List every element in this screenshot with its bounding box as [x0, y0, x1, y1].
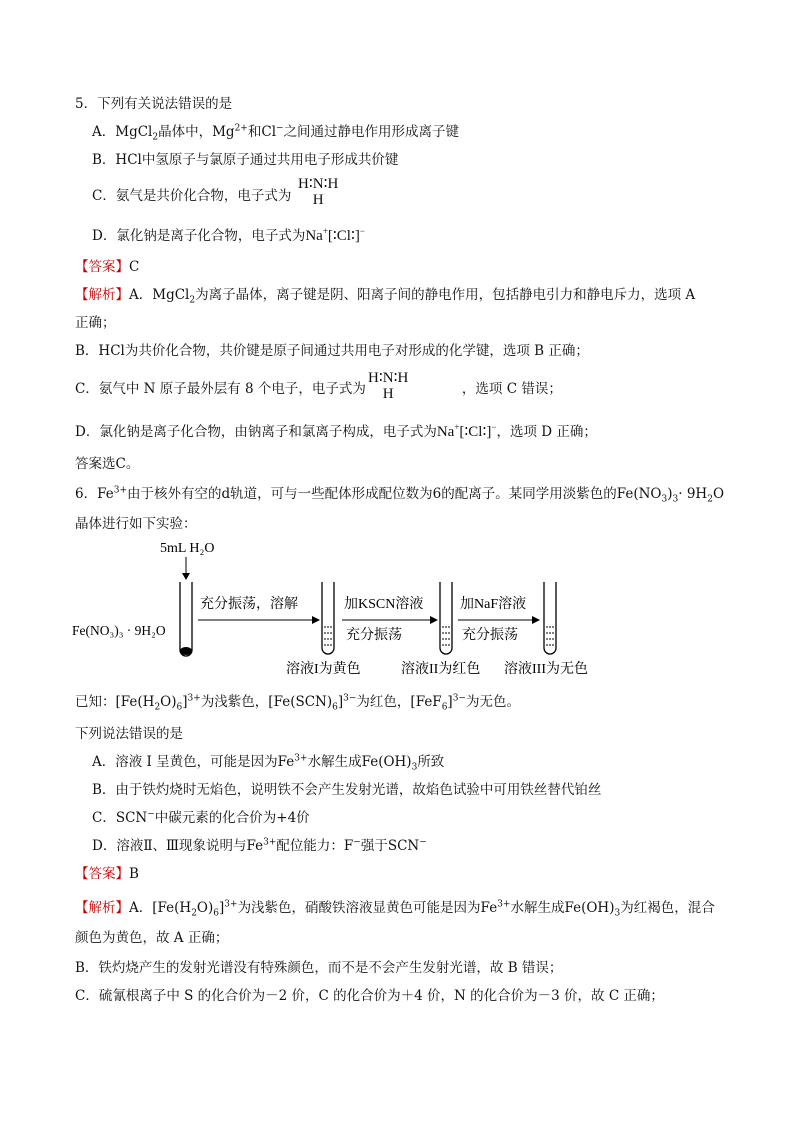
known-part: ]	[447, 694, 453, 710]
q5-option-b: B．HCl中氢原子与氯原子通过共用电子形成共价键	[92, 152, 399, 168]
lewis-top: H∶N∶H	[298, 176, 339, 192]
q6-d-post: 强于SCN	[360, 838, 420, 854]
answer-label: 【答案】	[75, 259, 129, 275]
q5-analysis-c-lewis	[368, 370, 408, 402]
known-sup: 3−	[343, 693, 357, 704]
q6-option-c	[92, 808, 310, 828]
cl-charge: −	[491, 422, 497, 432]
step3-top-label: 加NaF溶液	[460, 597, 527, 612]
q5-analysis-a	[75, 285, 695, 305]
cl-charge: −	[359, 226, 365, 236]
q5-c-text: C．氨气是共价化合物，电子式为	[92, 188, 292, 204]
q6-analysis-a	[75, 898, 715, 918]
q6-a-sup: 3+	[294, 753, 308, 764]
q6-stem-sub3: 2	[707, 494, 713, 505]
known-sub: 6	[332, 702, 338, 713]
crystal-solid	[180, 647, 192, 655]
q6-analysis-c: C．硫氰根离子中 S 的化合价为－2 价，C 的化合价为＋4 价，N 的化合价为－3 价，故 C 正确；	[75, 988, 664, 1004]
na-charge: +	[322, 226, 328, 236]
analysis-part: 为红褐色，混合	[620, 900, 715, 916]
q5-answer	[75, 257, 139, 277]
water-label: 5mL H₂O	[160, 541, 215, 556]
q5-d-text: D．氯化钠是离子化合物，电子式为	[92, 228, 306, 244]
known-part: 为无色。	[465, 694, 520, 710]
known-part: O)	[160, 694, 177, 710]
known-sub: 6	[441, 702, 448, 713]
q6-d-pre: D．溶液Ⅱ、Ⅲ现象说明与Fe	[92, 838, 264, 854]
test-tube-2	[440, 582, 452, 654]
na-symbol: Na	[305, 228, 323, 244]
analysis-a-pre: A．MgCl	[129, 287, 190, 303]
q6-option-b: B．由于铁灼烧时无焰色，说明铁不会产生发射光谱，故焰色试验中可用铁丝替代铂丝	[92, 782, 602, 798]
answer-value: C	[129, 259, 140, 275]
solution2-label: 溶液II为红色	[401, 662, 481, 677]
q6-d-sup: 3+	[263, 837, 277, 848]
q6-stem-end2: O	[712, 486, 725, 502]
q5-a-pre: A．MgCl	[92, 124, 153, 140]
q6-stem-sub2: 3	[672, 494, 679, 505]
q6-c-pre: C．SCN	[92, 810, 148, 826]
nacl-lewis	[305, 228, 365, 244]
q6-option-a	[92, 752, 444, 772]
q6-stem-sub: 3	[661, 494, 668, 505]
step3-arrowhead	[532, 616, 540, 624]
cl-symbol: [∶Cl∶]	[459, 424, 492, 440]
q6-d-sup2: −	[353, 837, 361, 848]
analysis-part: ]	[219, 900, 225, 916]
known-part: 为红色，[FeF	[356, 694, 442, 710]
q6-option-d	[92, 836, 427, 856]
lewis-top: H∶N∶H	[368, 370, 409, 386]
lewis-bottom: H	[382, 386, 394, 402]
q6-a-sub: 3	[411, 762, 418, 773]
step1-label: 充分振荡，溶解	[200, 597, 298, 612]
experiment-diagram	[60, 535, 620, 680]
analysis-sub: 3	[614, 908, 621, 919]
q5-a-mid: 晶体中，Mg	[158, 124, 235, 140]
known-part: ]	[182, 694, 188, 710]
q5-option-c	[92, 186, 291, 206]
q5-a-sup2: −	[276, 123, 284, 134]
q6-d-sup3: −	[419, 837, 427, 848]
answer-value: B	[129, 866, 139, 882]
q6-a-mid: 水解生成Fe(OH)	[307, 754, 412, 770]
q6-analysis-b: B．铁灼烧产生的发射光谱没有特殊颜色，而不是不会产生发射光谱，故 B 错误；	[75, 960, 563, 976]
step2-arrowhead	[430, 616, 438, 624]
na-symbol: Na	[436, 424, 455, 440]
analysis-c-post: ，选项 C 错误；	[461, 381, 562, 397]
analysis-sup: 3+	[497, 899, 511, 910]
lewis-bottom: H	[312, 192, 324, 208]
q6-stem	[75, 484, 724, 504]
q6-answer	[75, 864, 139, 884]
q6-stem-end: · 9H	[678, 486, 708, 502]
q5-option-d	[92, 226, 365, 246]
q5-analysis-d	[75, 422, 597, 442]
water-arrowhead	[182, 573, 190, 580]
q5-analysis-c	[75, 379, 562, 399]
analysis-c-pre: C．氨气中 N 原子最外层有 8 个电子，电子式为	[75, 381, 366, 397]
q6-analysis-a2: 颜色为黄色，故 A 正确；	[75, 930, 229, 946]
known-sub: 2	[154, 702, 161, 713]
analysis-part: 水解生成Fe(OH)	[510, 900, 615, 916]
q6-stem-mid: 由于核外有空的d轨道，可与一些配体形成配位数为6的配离子。某同学用淡紫色的Fe(NO	[127, 486, 662, 502]
q6-stem-pre: 6．Fe	[75, 486, 114, 502]
test-tube-3	[544, 582, 556, 654]
analysis-sub: 6	[213, 908, 219, 919]
reagent-label: Fe(NO₃)₃ · 9H₂O	[72, 623, 166, 638]
q5-a-sup1: 2+	[234, 123, 248, 134]
analysis-part: O)	[196, 900, 214, 916]
step2-top-label: 加KSCN溶液	[344, 597, 424, 612]
q6-stem-sup: 3+	[113, 485, 127, 496]
q6-c-sup: −	[147, 809, 155, 820]
analysis-part: 为浅紫色，硝酸铁溶液显黄色可能是因为Fe	[237, 900, 498, 916]
analysis-label: 【解析】	[75, 287, 129, 303]
analysis-sup: 3+	[224, 899, 238, 910]
q5-analysis-b: B．HCl为共价化合物，共价键是原子间通过共用电子对形成的化学键，选项 B 正确；	[75, 343, 589, 359]
nacl-lewis	[437, 424, 497, 440]
step1-arrowhead	[312, 616, 320, 624]
analysis-part: A．[Fe(H	[129, 900, 192, 916]
analysis-d-post: ，选项 D 正确；	[496, 424, 597, 440]
solution3-label: 溶液III为无色	[504, 662, 588, 677]
solution1-label: 溶液I为黄色	[286, 662, 361, 677]
cl-symbol: [∶Cl∶]	[327, 228, 360, 244]
q6-stem2: 晶体进行如下实验：	[75, 516, 197, 532]
analysis-sub: 2	[191, 908, 197, 919]
analysis-d-pre: D．氯化钠是离子化合物，由钠离子和氯离子构成，电子式为	[75, 424, 437, 440]
known-part: 已知：[Fe(H	[75, 694, 155, 710]
step3-bottom-label: 充分振荡	[462, 628, 518, 643]
q6-known	[75, 692, 520, 712]
q5-conclusion: 答案选C。	[75, 456, 140, 472]
q5-analysis-a2: 正确；	[75, 315, 116, 331]
q5-a-mid2: 和Cl	[247, 124, 277, 140]
known-part: ]	[337, 694, 344, 710]
q5-option-a	[92, 122, 459, 142]
q6-a-post: 所致	[417, 754, 445, 770]
known-sup: 3+	[187, 693, 201, 704]
known-sup: 3−	[452, 693, 466, 704]
q5-a-post: 之间通过静电作用形成离子键	[283, 124, 460, 140]
answer-label: 【答案】	[75, 866, 129, 882]
analysis-a-sub: 2	[189, 295, 196, 306]
test-tube-0	[180, 582, 192, 656]
q6-d-mid: 配位能力：F	[276, 838, 354, 854]
test-tube-1	[322, 582, 334, 654]
analysis-label: 【解析】	[75, 900, 129, 916]
q6-c-post: 中碳元素的化合价为+4价	[154, 810, 310, 826]
na-charge: +	[454, 422, 460, 432]
known-part: 为浅紫色，[Fe(SCN)	[200, 694, 333, 710]
step2-bottom-label: 充分振荡	[346, 628, 402, 643]
q6-stem-post: )	[667, 486, 673, 502]
q5-c-lewis	[298, 176, 338, 208]
known-sub: 6	[176, 702, 183, 713]
q5-stem: 5．下列有关说法错误的是	[75, 96, 233, 112]
analysis-a-post: 为离子晶体，离子键是阴、阳离子间的静电作用，包括静电引力和静电斥力，选项 A	[195, 287, 696, 303]
q6-a-pre: A．溶液 I 呈黄色，可能是因为Fe	[92, 754, 295, 770]
q6-question: 下列说法错误的是	[75, 726, 183, 742]
q5-a-sub: 2	[152, 132, 159, 143]
